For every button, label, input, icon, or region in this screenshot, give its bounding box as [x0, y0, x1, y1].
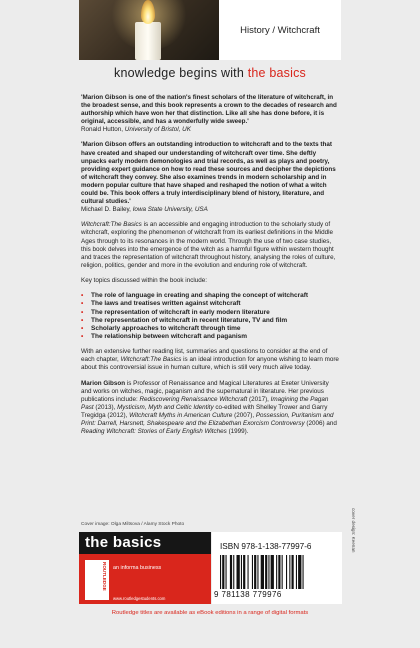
closing-post: is an ideal introduction for anyone wishing to learn more about this controversial issue in human culture, which is still very much alive today. — [81, 356, 339, 372]
barcode-bar — [292, 555, 294, 589]
barcode-bar — [254, 555, 256, 589]
publisher-website: www.routledgestudents.com — [113, 596, 166, 601]
barcode-panel — [212, 532, 342, 604]
barcode-icon — [220, 555, 340, 589]
closing-pre: With an extensive further reading list, summaries and questions to consider at the end of each chapter, — [81, 348, 328, 364]
cover-photo — [79, 0, 219, 60]
isbn-digits: 9 781138 779976 — [214, 590, 282, 599]
bio-title: Reading Witchcraft: Stories of Early English Witches — [81, 428, 227, 436]
review-2-name: Michael D. Bailey, — [81, 206, 133, 214]
topic-item: • The representation of witchcraft in recent literature, TV and film — [81, 317, 341, 325]
barcode-bar — [261, 555, 264, 589]
barcode-bar — [220, 555, 221, 589]
tagline — [0, 66, 420, 80]
informa-label: an informa business — [113, 565, 162, 571]
bio-text: (2006) and — [304, 420, 337, 427]
flame-icon — [141, 0, 155, 24]
closing-paragraph — [81, 348, 341, 372]
barcode-bar — [303, 555, 304, 589]
bio-title: Mysticism, Myth and Celtic Identity — [117, 403, 214, 411]
author-bio — [81, 380, 341, 437]
review-1-name: Ronald Hutton, — [81, 126, 125, 134]
barcode-bar — [282, 555, 283, 589]
topic-item: • Scholarly approaches to witchcraft through time — [81, 325, 341, 333]
isbn-label: ISBN 978-1-138-77997-6 — [220, 542, 312, 551]
bio-title: Witchcraft Myths in American Culture — [129, 411, 233, 419]
review-1-affiliation: University of Bristol, UK — [124, 126, 191, 134]
barcode-bar — [271, 555, 274, 589]
topic-item: • The laws and treatises written against witchcraft — [81, 300, 341, 308]
description-title: Witchcraft:The Basics — [81, 221, 142, 229]
bio-text: (1999). — [226, 428, 249, 436]
cover-image-credit: Cover image: Olga Miltsova / Alamy Stock Photo — [81, 522, 185, 527]
review-1-quote: 'Marion Gibson is one of the nation's finest scholars of the literature of witchcraft, in the broadest sense, and this book represents a crown to the decades of research and authorship which have won her that distinction. Like all she has done before, it is original, accessible, and has a wonderfully wide sweep.' — [81, 94, 337, 126]
cover-design-credit: cover design: Keenan — [351, 508, 356, 553]
barcode-bar — [296, 555, 297, 589]
series-name: the basics — [79, 532, 211, 554]
barcode-bar — [289, 555, 290, 589]
category-label: History / Witchcraft — [219, 0, 341, 60]
publisher-logo-text: ROUTLEDGE — [102, 562, 107, 591]
review-1 — [81, 94, 341, 134]
topic-item: • The role of language in creating and shaping the concept of witchcraft — [81, 292, 341, 300]
author-name: Marion Gibson — [81, 379, 126, 387]
barcode-bar — [226, 555, 227, 589]
barcode-bar — [298, 555, 301, 589]
review-2-affiliation: Iowa State University, USA — [132, 206, 208, 214]
series-brand-block — [79, 532, 211, 604]
back-cover-text — [81, 94, 341, 443]
topics-intro: Key topics discussed within the book include: — [81, 276, 208, 284]
barcode-bar — [252, 555, 253, 589]
barcode-bar — [265, 555, 267, 589]
barcode-bar — [237, 555, 240, 589]
review-2-quote: 'Marion Gibson offers an outstanding introduction to witchcraft and to the texts that have created and shaped our understanding of witchcraft over time. She deftly unpacks early modern demonologies and trial records, as well as plays and poetry, providing expert guidance on how to read these sources and decipher the depictions of witchcraft they convey. She also examines trends in modern scholarship and in modern popular culture that have shaped and reshaped the notion of what a witch could be. This book offers a truly interdisciplinary blend of history, literature, and cultural studies.' — [81, 141, 336, 206]
barcode-bar — [268, 555, 269, 589]
topics-list — [81, 292, 341, 341]
barcode-bar — [276, 555, 277, 589]
closing-title: Witchcraft:The Basics — [120, 356, 182, 364]
topic-item: • The relationship between witchcraft and paganism — [81, 333, 341, 341]
barcode-bar — [248, 555, 249, 589]
candle-icon — [135, 22, 161, 60]
barcode-bar — [257, 555, 258, 589]
bio-title: Imagining the Pagan Past — [81, 395, 329, 411]
bio-text: is Professor of Renaissance and Magical Literatures at Exeter University and works on witches, magic, paganism and the supernatural in literature. Her previous publications include: — [81, 379, 329, 403]
description-text: is an accessible and engaging introduction to the scholarly study of witchcraft, exploring the phenomenon of witchcraft from its earliest definitions in the Middle Ages through to its resonances in the modern world. Through the use of two case studies, this book delves into the emergence of the witch as a harmful figure within western thought and traces the representation of witchcraft throughout history, analysing the roles of culture, religion, politics, gender and more in the evolution and enduring role of witchcraft. — [81, 221, 336, 269]
bio-text: (2007), — [232, 411, 256, 419]
barcode-bar — [241, 555, 242, 589]
bio-title: Possession, Puritanism and Print: Darrell, Harsnett, Shakespeare and the Elizabethan Exorcism Controversy — [81, 411, 334, 427]
review-2 — [81, 141, 341, 214]
routledge-logo-icon — [85, 560, 109, 600]
tagline-accent: the basics — [247, 66, 306, 80]
bio-text: (2013), — [93, 403, 118, 411]
barcode-bar — [222, 555, 224, 589]
ebook-footer: Routledge titles are available as eBook editions in a range of digital formats — [111, 610, 309, 616]
barcode-bar — [286, 555, 287, 589]
bio-text: (2017), — [247, 395, 271, 403]
barcode-bar — [233, 555, 234, 589]
barcode-bar — [230, 555, 232, 589]
tagline-prefix: knowledge begins with — [114, 66, 248, 80]
topic-item: • The representation of witchcraft in early modern literature — [81, 309, 341, 317]
barcode-bar — [243, 555, 245, 589]
bio-text: co-edited with Shelley Trower and Garry Tregidga (2012), — [81, 403, 328, 419]
bio-title: Rediscovering Renaissance Witchcraft — [139, 395, 248, 403]
barcode-bar — [278, 555, 280, 589]
description — [81, 221, 341, 270]
